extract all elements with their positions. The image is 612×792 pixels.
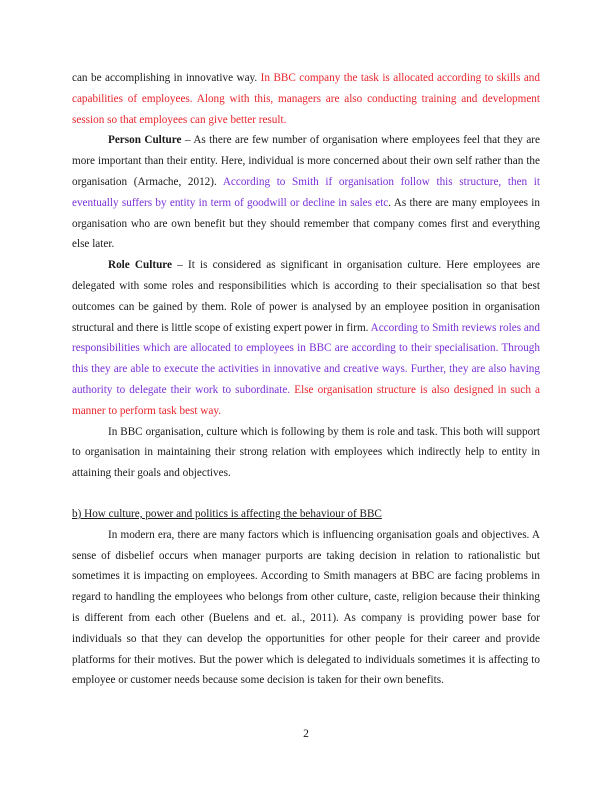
paragraph-1 — [72, 68, 540, 130]
highlighted-text-red: In BBC company the task is allocated according to skills and capabilities of employees. Along with this, managers are also conducting training and development session so that employees can give better result. — [72, 72, 540, 126]
page-number: 2 — [303, 728, 309, 740]
term-role-culture: Role Culture — [108, 259, 173, 272]
paragraph-text: – It is considered as significant in organisation culture. Here employees are delegated with some roles and responsibilities which is according to their specialisation so that best outcomes can be gained by them. Role of power is analysed by an employee position in organisation structural and there is little scope of existing expert power in firm. — [72, 259, 540, 334]
section-heading-text: b) How culture, power and politics is affecting the behaviour of BBC — [72, 507, 382, 520]
document-body — [72, 68, 540, 691]
term-person-culture: Person Culture — [108, 134, 182, 147]
paragraph-bbc-culture — [72, 422, 540, 484]
paragraph-text: . As there are many employees in organisation who are own benefit but they should remember that company comes first and everything else later. — [72, 196, 540, 251]
paragraph-text: – As there are few number of organisation where employees feel that they are more important than their entity. Here, individual is more concerned about their own self rather than the organisation (Armache, 2012). — [72, 134, 540, 188]
paragraph-modern-era — [72, 525, 540, 691]
paragraph-person-culture — [72, 130, 540, 255]
section-heading — [72, 504, 540, 525]
highlighted-text-purple: According to Smith reviews roles and responsibilities which are allocated to employees in BBC are according to their specialisation. Through this they are able to execute the activities in innovative and creative ways. Further, they are also having authority to delegate their work to subordinate. — [72, 321, 540, 396]
highlighted-text-purple: According to Smith if organisation follow this structure, then it eventually suffers by entity in term of goodwill or decline in sales etc — [72, 175, 540, 209]
highlighted-text-red: Else organisation structure is also designed in such a manner to perform task best way. — [72, 383, 540, 417]
paragraph-role-culture — [72, 255, 540, 421]
paragraph-text: In BBC organisation, culture which is following by them is role and task. This both will support to organisation in maintaining their strong relation with employees which indirectly help to entity in attaining their goals and objectives. — [72, 425, 540, 480]
paragraph-text: In modern era, there are many factors which is influencing organisation goals and objectives. A sense of disbelief occurs when manager purports are taking decision in relation to rationalistic but sometimes it is impacting on employees. According to Smith managers at BBC are facing problems in regard to handling the employees who belongs from other culture, caste, religion because their thinking is different from each other (Buelens and et. al., 2011). As company is providing power base for individuals so that they can develop the opportunities for other people for their career and provide platforms for their motives. But the power which is delegated to individuals sometimes it is affecting to employee or customer needs because some decision is taken for their own benefits. — [72, 528, 540, 687]
paragraph-text: can be accomplishing in innovative way. — [72, 72, 261, 84]
